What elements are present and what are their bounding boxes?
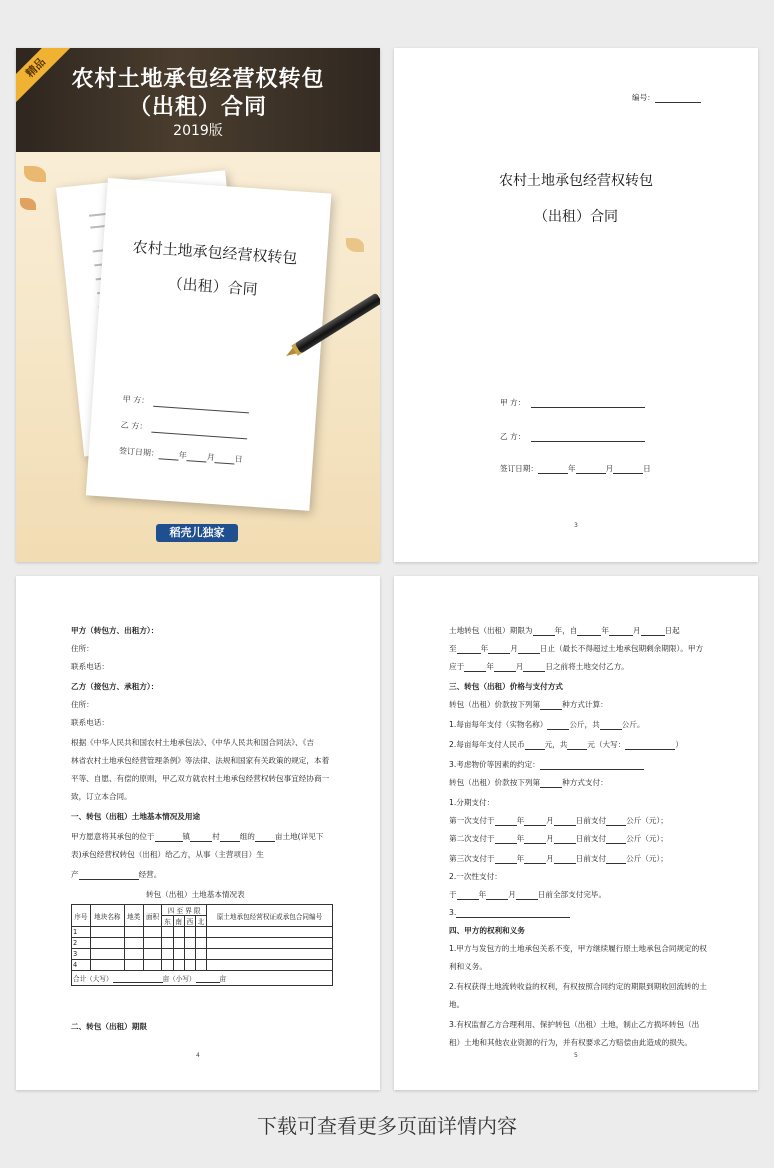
download-more-link[interactable]: 下载可查看更多页面详情内容 [257,1114,517,1138]
payment-lump-sum: 2.一次性支付： [449,872,502,881]
preamble-line: 平等、自愿、有偿的原则，甲乙双方就农村土地承包经营权转包事宜经协商一 [71,774,330,783]
table-total-row: 合计（大写） 亩（小写） 亩 [72,971,333,986]
section-2-heading: 二、转包（出租）期限 [71,1022,147,1031]
payment-method-line: 转包（出租）价款按下列第 种方式支付： [449,778,608,787]
term-line: 土地转包（出租）期限为 年，自 年 月 日起 [449,626,680,635]
price-method-3: 3.考虑物价等因素的约定： [449,760,644,770]
paper-party-a: 甲 方： [122,394,249,414]
leaf-decoration [24,166,46,182]
party-a-phone: 联系电话： [71,662,109,671]
contract-page-4 [16,576,380,1090]
right-line: 租）土地和其他农业资源的行为，并有权要求乙方赔偿由此造成的损失。 [449,1038,692,1047]
paper-date: 签订日期： 年 月 日 [118,446,243,465]
paper-party-b: 乙 方： [120,420,247,440]
col-header: 原土地承包经营权证或承包合同编号 [206,905,332,927]
section-1-heading: 一、转包（出租）土地基本情况及用途 [71,812,201,821]
payment-other: 3. [449,908,570,918]
cover-title-line2: （出租）合同 [128,95,267,120]
col-header: 东 [162,916,173,927]
title-party-b: 乙 方： [500,432,645,442]
installment-line: 第三次支付于 年 月 日前支付 公斤（元）； [449,854,668,863]
col-header: 南 [173,916,184,927]
page-number: 4 [196,1052,200,1059]
payment-installment: 1.分期支付： [449,798,495,807]
right-line: 2.有权获得土地流转收益的权利，有权按照合同约定的期限到期收回流转的土 [449,982,707,991]
price-method-line: 转包（出租）价款按下列第 种方式计算： [449,700,608,709]
section-1-line: 甲方愿意将其承包的位于 镇 村 组的 亩土地(详见下 [71,832,324,841]
right-line: 利和义务。 [449,962,487,971]
table-row: 1 [72,927,333,938]
section-3-heading: 三、转包（出租）价格与支付方式 [449,682,563,691]
price-method-2: 2.每亩每年支付人民币 元，共 元（大写： ） [449,740,683,749]
price-method-1: 1.每亩每年支付（实物名称） 公斤，共 公斤。 [449,720,645,729]
col-header: 地块名称 [90,905,124,927]
page-number: 3 [574,522,578,529]
party-a-heading: 甲方（转包方、出租方）： [71,626,159,635]
section-4-heading: 四、甲方的权利和义务 [449,926,525,935]
lump-sum-line: 于 年 月 日前全部支付完毕。 [449,890,607,899]
page-number: 5 [574,1052,578,1059]
table-caption: 转包（出租）土地基本情况表 [146,890,245,899]
paper-title-line1: 农村土地承包经营权转包 [132,237,298,268]
col-header: 西 [184,916,195,927]
cover-version: 2019版 [173,123,223,139]
col-header: 四 至 界 限 [162,905,207,916]
party-b-phone: 联系电话： [71,718,109,727]
brand-badge: 稻壳儿独家 [156,524,238,542]
title-party-a: 甲 方： [500,398,645,408]
cover-panel [16,48,380,562]
leaf-decoration [20,198,36,210]
table-row: 3 [72,949,333,960]
installment-line: 第二次支付于 年 月 日前支付 公斤（元）； [449,834,668,843]
col-header: 北 [195,916,206,927]
right-line: 1.甲方与发包方的土地承包关系不变，甲方继续履行原土地承包合同规定的权 [449,944,707,953]
title-page-line2: （出租）合同 [534,209,618,225]
table-row: 4 [72,960,333,971]
section-1-line: 表)承包经营权转包（出租）给乙方，从事（主营项目）生 [71,850,264,859]
party-b-address: 住所： [71,700,94,709]
installment-line: 第一次支付于 年 月 日前支付 公斤（元）； [449,816,668,825]
preamble-line: 林省农村土地承包经营管理条例》等法律、法规和国家有关政策的规定，本着 [71,756,330,765]
contract-page-5 [394,576,758,1090]
col-header: 面积 [143,905,162,927]
leaf-decoration [346,238,364,252]
term-line: 应于 年 月 日之前将土地交付乙方。 [449,662,629,671]
right-line: 地。 [449,1000,465,1009]
title-page-line1: 农村土地承包经营权转包 [499,173,653,189]
premium-ribbon: 精品 [16,48,76,108]
serial-number-field: 编号： [632,93,701,103]
party-a-address: 住所： [71,644,94,653]
col-header: 地类 [124,905,143,927]
table-row: 2 [72,938,333,949]
land-info-table [71,904,333,986]
right-line: 3.有权监督乙方合理利用、保护转包（出租）土地，制止乙方损坏转包（出 [449,1020,700,1029]
preamble-line: 致，订立本合同。 [71,792,132,801]
title-sign-date: 签订日期： 年 月 日 [500,464,651,473]
table-header-row [72,905,333,916]
cover-title-line1: 农村土地承包经营权转包 [71,67,325,92]
contract-title-page [394,48,758,562]
preamble-line: 根据《中华人民共和国农村土地承包法》、《中华人民共和国合同法》、《吉 [71,738,314,747]
section-1-line: 产 经营。 [71,870,162,879]
col-header: 序号 [72,905,91,927]
term-line: 至 年 月 日止（最长不得超过土地承包期剩余期限）。甲方 [449,644,704,653]
paper-title-line2: （出租）合同 [167,274,259,299]
party-b-heading: 乙方（接包方、承租方）： [71,682,159,691]
